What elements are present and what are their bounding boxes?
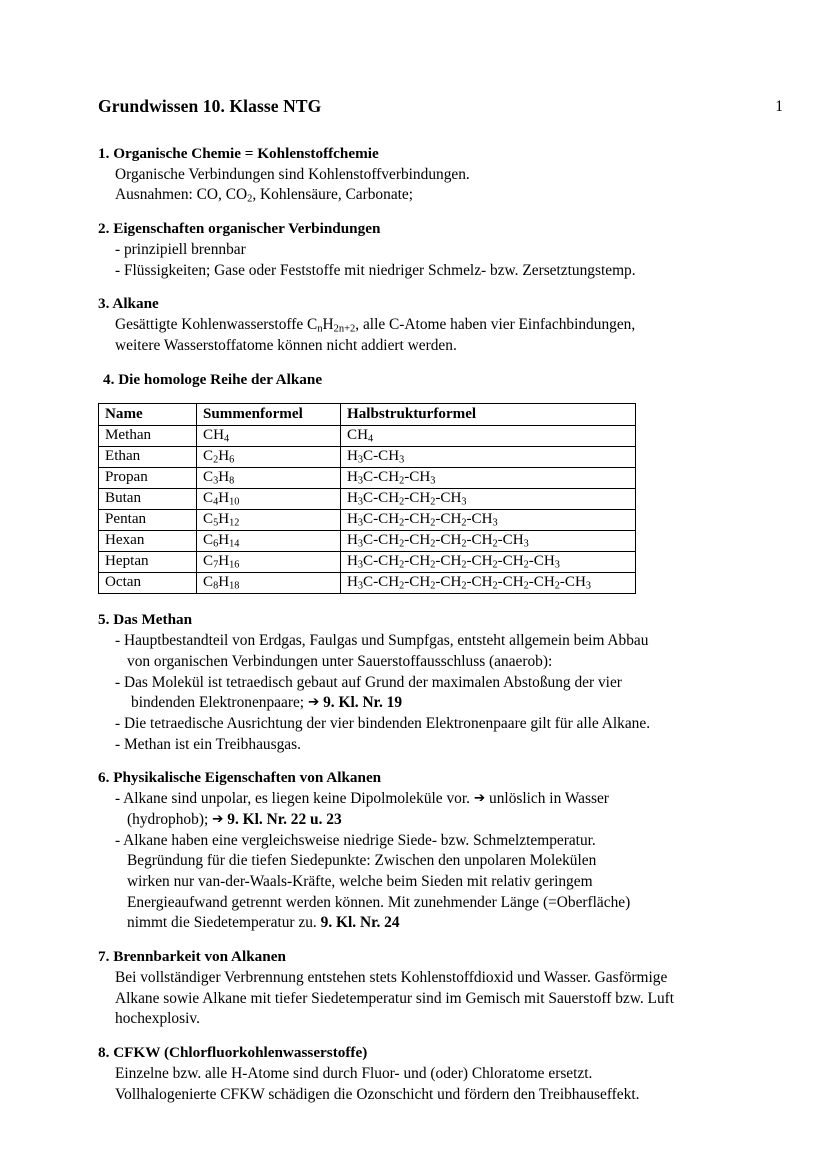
formula-subscript: 3 [357,475,364,487]
section-6-body [98,789,738,934]
formula-subscript: 3 [492,517,498,529]
section-5-bullet-2-text: bindenden Elektronenpaare; [131,694,305,712]
section-4-heading: 4. Die homologe Reihe der Alkane [103,370,323,388]
section-1-co2-subscript: 2 [247,193,253,205]
section-2-body [98,240,738,281]
cell-alkane-name: Ethan [99,447,197,468]
section-1-line-1: Organische Verbindungen sind Kohlenstoffverbindungen. [115,165,470,183]
formula-text: CH [347,427,368,444]
formula-text: -CH [404,553,431,570]
formula-text: -CH [528,574,555,591]
formula-subscript: 2 [399,580,405,592]
column-header-halbstrukturformel: Halbstrukturformel [341,404,636,426]
formula-subscript: 4 [213,496,219,508]
table-row [99,489,636,510]
section-3-heading: 3. Alkane [98,295,159,313]
cell-halbstrukturformel [341,447,636,468]
cell-halbstrukturformel [341,426,636,447]
cell-summenformel [197,510,341,531]
formula-subscript: 2 [554,580,560,592]
alkane-table-wrapper [98,403,738,594]
cell-alkane-name: Heptan [99,552,197,573]
section-7-body [98,968,738,1030]
section-8 [98,1043,738,1105]
table-row [99,447,636,468]
formula-subscript: 2 [399,538,405,550]
formula-text: C-CH [363,469,400,486]
cell-summenformel [197,447,341,468]
formula-text: -CH [466,532,493,549]
formula-subscript: 4 [223,433,230,445]
section-6-bullet-2-line-5 [98,913,738,934]
formula-subscript: 3 [523,538,529,550]
formula-h: H [322,316,334,334]
formula-subscript: 3 [430,475,436,487]
formula-text: H [218,553,230,570]
section-8-line-1: Einzelne bzw. alle H-Atome sind durch Fluor- und (oder) Chloratome ersetzt. [115,1064,593,1082]
formula-subscript: 14 [229,538,240,550]
formula-subscript: 3 [213,475,219,487]
formula-subscript: 3 [357,538,364,550]
formula-subscript: 2 [523,580,529,592]
section-1-line-2-pre: Ausnahmen: CO, CO [115,186,248,204]
formula-text: -CH [404,574,431,591]
section-6 [98,768,738,934]
formula-text: -CH [497,532,524,549]
formula-subscript: 3 [461,496,467,508]
formula-subscript-n: n [317,323,323,335]
formula-text: -CH [559,574,586,591]
formula-text: H [218,448,230,465]
page-title: Grundwissen 10. Klasse NTG [98,96,322,116]
formula-text: -CH [404,469,431,486]
cell-summenformel [197,531,341,552]
formula-subscript: 2 [492,580,498,592]
section-2 [98,219,738,281]
section-6-reference-1: 9. Kl. Nr. 22 u. 23 [227,810,342,828]
formula-subscript: 2 [523,559,529,571]
section-5-bullet-1-line-1: - Hauptbestandteil von Erdgas, Faulgas und Sumpfgas, entsteht allgemein beim Abbau [115,632,649,650]
section-5-bullet-2-line-2 [98,693,738,714]
formula-text: -CH [435,574,462,591]
section-7-line-1: Bei vollständiger Verbrennung entstehen stets Kohlenstoffdioxid und Wasser. Gasförmige [115,968,668,986]
section-5-bullet-3: - Die tetraedische Ausrichtung der vier bindenden Elektronenpaare gilt für alle Alkane. [115,714,651,732]
formula-subscript: 3 [585,580,591,592]
formula-subscript: 2 [430,559,436,571]
section-5 [98,610,738,755]
table-header-row [99,404,636,426]
section-6-bullet-1-post: unlöslich in Wasser [489,790,609,808]
section-3-line-2: weitere Wasserstoffatome können nicht addiert werden. [115,336,457,354]
formula-subscript: 2 [461,538,467,550]
section-6-bullet-2-line-4: Energieaufwand getrennt werden können. Mit zunehmender Länge (=Oberfläche) [127,893,631,911]
formula-text: -CH [404,532,431,549]
table-row [99,426,636,447]
cell-summenformel [197,426,341,447]
cell-alkane-name: Hexan [99,531,197,552]
formula-text: -CH [435,490,462,507]
formula-text: -CH [497,553,524,570]
section-5-reference: 9. Kl. Nr. 19 [323,694,403,712]
formula-subscript: 2 [430,538,436,550]
formula-subscript: 2 [461,559,467,571]
formula-subscript: 12 [229,517,240,529]
formula-text: C-CH [363,553,400,570]
formula-subscript: 5 [213,517,219,529]
column-header-name: Name [99,404,197,426]
formula-subscript: 8 [213,580,219,592]
section-3-line-1 [98,315,738,336]
formula-subscript-2n2: 2n+2 [333,323,356,335]
section-1-heading: 1. Organische Chemie = Kohlenstoffchemie [98,145,379,162]
cell-alkane-name: Butan [99,489,197,510]
formula-text: H [218,532,230,549]
formula-subscript: 2 [430,496,436,508]
formula-text: C [203,490,214,507]
section-1-line-2 [98,185,738,206]
formula-text: C [203,469,214,486]
section-6-bullet-2-line-1: - Alkane haben eine vergleichsweise niedrige Siede- bzw. Schmelztemperatur. [115,831,596,849]
section-5-bullet-2-line-1: - Das Molekül ist tetraedisch gebaut auf Grund der maximalen Abstoßung der vier [115,673,622,691]
section-8-heading: 8. CFKW (Chlorfluorkohlenwasserstoffe) [98,1044,368,1062]
formula-subscript: 2 [492,538,498,550]
formula-subscript: 2 [213,454,219,466]
formula-text: -CH [435,511,462,528]
section-1-body [98,165,738,206]
page-number: 1 [775,98,783,115]
section-1-line-2-post: , Kohlensäure, Carbonate; [252,186,414,204]
formula-text: H [218,490,230,507]
formula-subscript: 10 [229,496,240,508]
formula-subscript: 8 [229,475,235,487]
section-6-hydrophob-text: (hydrophob); [127,810,209,828]
formula-subscript: 3 [399,454,405,466]
arrow-icon: ➔ [473,790,486,807]
cell-alkane-name: Octan [99,573,197,594]
formula-text: -CH [404,511,431,528]
formula-subscript: 2 [399,517,405,529]
cell-alkane-name: Propan [99,468,197,489]
cell-summenformel [197,489,341,510]
section-6-bullet-1-line-1 [98,789,738,810]
section-6-bullet-2-line-3: wirken nur van-der-Waals-Kräfte, welche beim Sieden mit relativ geringem [127,873,593,890]
section-7-heading: 7. Brennbarkeit von Alkanen [98,948,286,966]
cell-summenformel [197,573,341,594]
formula-text: -CH [466,553,493,570]
table-row [99,573,636,594]
formula-text: C-CH [363,574,400,591]
arrow-icon: ➔ [212,810,224,827]
formula-text: H [218,574,230,591]
formula-subscript: 3 [357,559,364,571]
section-7-line-3: hochexplosiv. [115,1010,200,1028]
cell-halbstrukturformel [341,573,636,594]
section-3-line-1-post: , alle C-Atome haben vier Einfachbindungen, [355,316,636,334]
section-6-bullet-1-text: - Alkane sind unpolar, es liegen keine Dipolmoleküle vor. [115,790,470,808]
formula-subscript: 2 [399,496,405,508]
formula-subscript: 18 [229,580,240,592]
formula-text: CH [203,427,224,444]
section-6-reference-2: 9. Kl. Nr. 24 [320,914,400,932]
cell-halbstrukturformel [341,468,636,489]
formula-subscript: 3 [357,496,364,508]
section-7-line-2: Alkane sowie Alkane mit tiefer Siedetemperatur sind im Gemisch mit Sauerstoff bzw. Luft [115,989,675,1007]
alkane-table [98,403,636,594]
cell-alkane-name: Pentan [99,510,197,531]
section-6-bullet-1-line-2 [98,810,738,831]
formula-subscript: 2 [399,475,405,487]
cell-summenformel [197,468,341,489]
formula-subscript: 3 [357,517,364,529]
document-content [98,96,783,1118]
formula-text: H [347,532,358,549]
formula-text: -CH [466,511,493,528]
formula-subscript: 7 [213,559,219,571]
section-3 [98,294,738,356]
section-5-body [98,631,738,755]
section-2-line-1: - prinzipiell brennbar [115,240,246,258]
formula-subscript: 6 [213,538,219,550]
formula-text: -CH [435,532,462,549]
formula-subscript: 2 [399,559,405,571]
formula-text: H [218,511,230,528]
section-8-body [98,1064,738,1105]
section-2-line-2: - Flüssigkeiten; Gase oder Feststoffe mit niedriger Schmelz- bzw. Zersetztungstemp. [115,261,636,279]
formula-text: -CH [497,574,524,591]
formula-subscript: 2 [461,517,467,529]
column-header-summenformel: Summenformel [197,404,341,426]
arrow-icon: ➔ [307,694,320,711]
alkane-table-head [99,404,636,426]
formula-text: H [347,553,358,570]
formula-text: -CH [404,490,431,507]
formula-text: H [347,469,358,486]
formula-text: C [203,448,214,465]
formula-subscript: 4 [367,433,374,445]
section-2-heading: 2. Eigenschaften organischer Verbindungen [98,220,381,238]
table-row [99,510,636,531]
section-6-heading: 6. Physikalische Eigenschaften von Alkanen [98,769,382,787]
formula-text: -CH [528,553,555,570]
section-5-bullet-4: - Methan ist ein Treibhausgas. [115,735,301,753]
formula-text: C-CH [363,490,400,507]
cell-halbstrukturformel [341,489,636,510]
formula-text: C-CH [363,448,400,465]
alkane-table-body [99,426,636,594]
formula-text: C [203,511,214,528]
section-6-bullet-2-line-2: Begründung für die tiefen Siedepunkte: Zwischen den unpolaren Molekülen [127,852,597,870]
formula-text: H [347,448,358,465]
formula-text: C [203,574,214,591]
document-header [98,96,783,126]
formula-text: -CH [435,553,462,570]
formula-subscript: 2 [430,517,436,529]
formula-text: C-CH [363,532,400,549]
formula-text: H [347,574,358,591]
section-5-heading: 5. Das Methan [98,611,193,629]
formula-subscript: 6 [229,454,235,466]
formula-text: C-CH [363,511,400,528]
formula-subscript: 16 [229,559,240,571]
formula-text: C [203,532,214,549]
cell-halbstrukturformel [341,531,636,552]
formula-subscript: 2 [430,580,436,592]
table-row [99,531,636,552]
section-3-body [98,315,738,356]
formula-text: H [347,490,358,507]
section-5-bullet-1-line-2: von organischen Verbindungen unter Sauerstoffausschluss (anaerob): [127,652,553,670]
section-3-line-1-pre: Gesättigte Kohlenwasserstoffe C [115,316,318,334]
formula-subscript: 3 [357,580,364,592]
table-row [99,552,636,573]
section-7 [98,947,738,1030]
section-1 [98,144,738,206]
section-6-siedetemperatur-text: nimmt die Siedetemperatur zu. [127,914,317,932]
cell-halbstrukturformel [341,552,636,573]
formula-subscript: 3 [357,454,364,466]
formula-subscript: 2 [492,559,498,571]
formula-text: H [347,511,358,528]
table-row [99,468,636,489]
formula-subscript: 2 [461,580,467,592]
section-8-line-2: Vollhalogenierte CFKW schädigen die Ozonschicht und fördern den Treibhauseffekt. [115,1085,640,1103]
formula-text: H [218,469,230,486]
cell-summenformel [197,552,341,573]
cell-halbstrukturformel [341,510,636,531]
formula-text: -CH [466,574,493,591]
formula-subscript: 3 [554,559,560,571]
formula-text: C [203,553,214,570]
section-4 [98,370,738,390]
cell-alkane-name: Methan [99,426,197,447]
